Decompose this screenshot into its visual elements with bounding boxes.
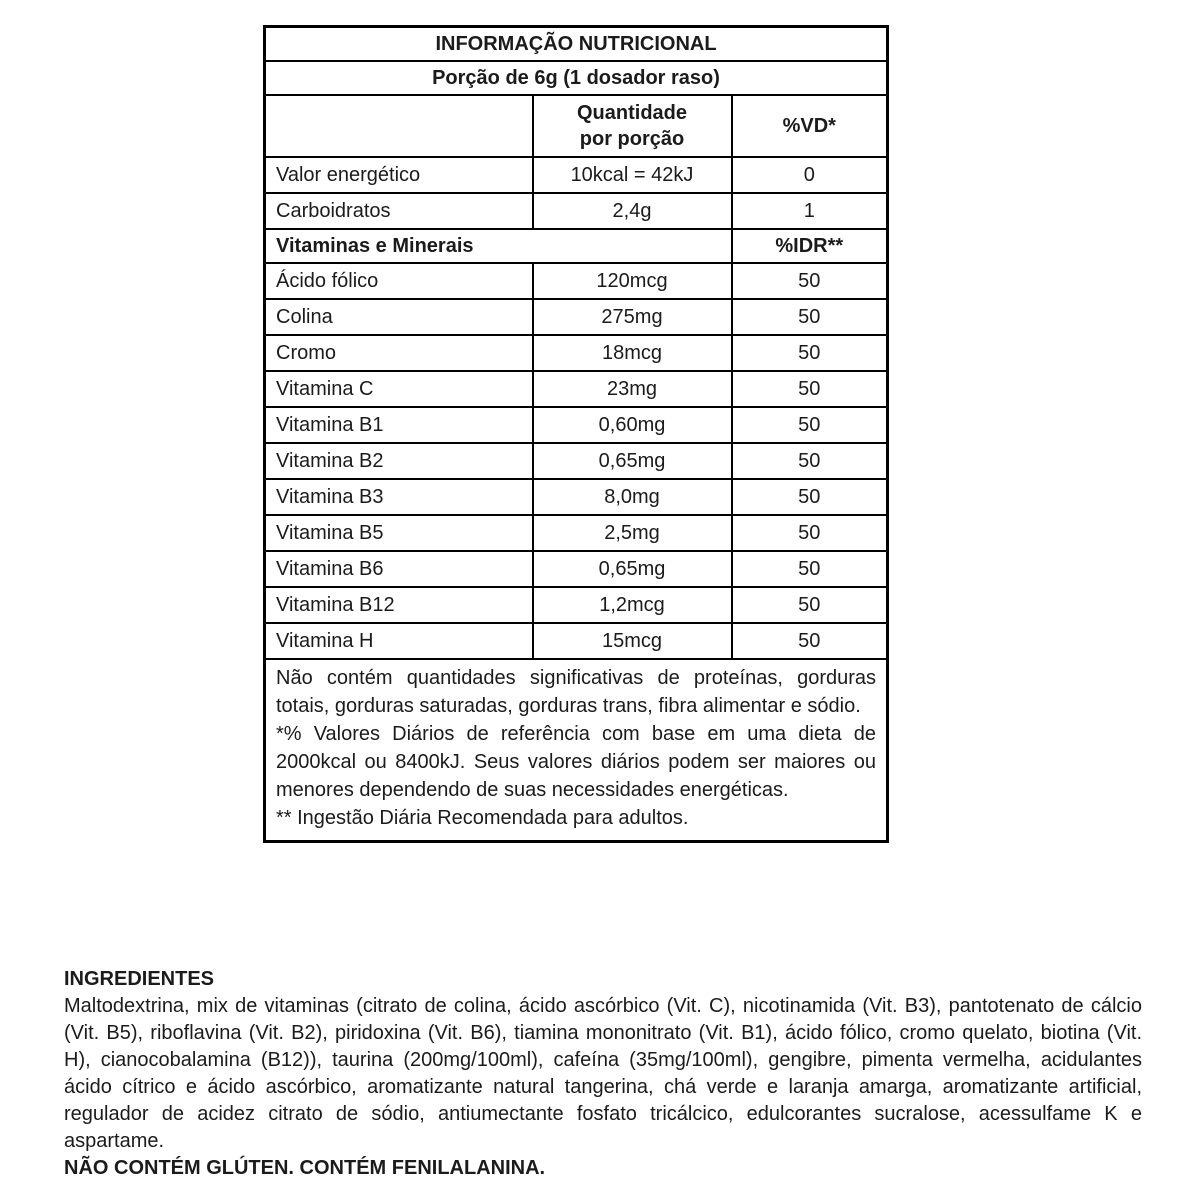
nutrient-label: Vitamina B6	[265, 551, 533, 587]
nutrient-label: Vitamina H	[265, 623, 533, 659]
vitamins-section-header-row	[265, 229, 888, 263]
footnotes-row	[265, 659, 888, 842]
nutrient-amount: 0,65mg	[533, 551, 732, 587]
nutrient-amount: 10kcal = 42kJ	[533, 157, 732, 193]
nutrient-amount: 8,0mg	[533, 479, 732, 515]
ingredients-heading: INGREDIENTES	[64, 968, 215, 990]
nutrient-amount: 120mcg	[533, 263, 732, 299]
nutrient-amount: 2,5mg	[533, 515, 732, 551]
nutrient-amount: 0,65mg	[533, 443, 732, 479]
allergen-statement: NÃO CONTÉM GLÚTEN. CONTÉM FENILALANINA.	[64, 1157, 546, 1179]
nutrient-dv: 50	[732, 623, 888, 659]
serving-size: Porção de 6g (1 dosador raso)	[265, 61, 888, 95]
nutrient-amount: 2,4g	[533, 193, 732, 229]
table-row	[265, 193, 888, 229]
nutrient-label: Vitamina B2	[265, 443, 533, 479]
idr-column-header: %IDR**	[732, 229, 888, 263]
amount-header-line1: Quantidade	[576, 102, 687, 124]
table-row	[265, 623, 888, 659]
table-row	[265, 157, 888, 193]
nutrient-label: Ácido fólico	[265, 263, 533, 299]
table-row	[265, 479, 888, 515]
nutrient-dv: 50	[732, 263, 888, 299]
nutrient-amount: 18mcg	[533, 335, 732, 371]
nutrient-label: Cromo	[265, 335, 533, 371]
nutrient-label: Vitamina B1	[265, 407, 533, 443]
footnotes-cell	[265, 659, 888, 842]
nutrient-dv: 50	[732, 551, 888, 587]
nutrient-dv: 50	[732, 479, 888, 515]
table-row	[265, 551, 888, 587]
nutrient-amount: 23mg	[533, 371, 732, 407]
nutrient-dv: 50	[732, 587, 888, 623]
ingredients-section	[64, 966, 1142, 1182]
table-row	[265, 263, 888, 299]
nutrition-facts-table	[263, 25, 889, 843]
nutrient-label: Vitamina B12	[265, 587, 533, 623]
footnote-daily-values: *% Valores Diários de referência com base em uma dieta de 2000kcal ou 8400kJ. Seus valores diários podem ser maiores ou menores dependendo de suas necessidades energéticas.	[276, 723, 877, 801]
amount-header-line2: por porção	[579, 128, 685, 150]
table-row	[265, 299, 888, 335]
nutrient-label: Vitamina C	[265, 371, 533, 407]
footnote-no-significant-amounts: Não contém quantidades significativas de proteínas, gorduras totais, gorduras saturadas, gorduras trans, fibra alimentar e sódio.	[276, 667, 877, 717]
ingredients-text: Maltodextrina, mix de vitaminas (citrato de colina, ácido ascórbico (Vit. C), nicotinamida (Vit. B3), pantotenato de cálcio (Vit. B5), riboflavina (Vit. B2), piridoxina (Vit. B6), tiamina mononitrato (Vit. B1), ácido fólico, cromo quelato, biotina (Vit. H), cianocobalamina (B12)), taurina (200mg/100ml), cafeína (35mg/100ml), gengibre, pimenta vermelha, acidulantes ácido cítrico e ácido ascórbico, aromatizante natural tangerina, chá verde e laranja amarga, aromatizante artificial, regulador de acidez citrato de sódio, antiumectante fosfato tricálcico, edulcorantes sucralose, acessulfame K e aspartame.	[64, 995, 1142, 1152]
serving-row	[265, 61, 888, 95]
table-row	[265, 335, 888, 371]
table-title-row	[265, 27, 888, 62]
nutrient-label: Valor energético	[265, 157, 533, 193]
table-row	[265, 371, 888, 407]
table-row	[265, 407, 888, 443]
vitamins-section-title: Vitaminas e Minerais	[265, 229, 732, 263]
nutrient-amount: 15mcg	[533, 623, 732, 659]
table-row	[265, 515, 888, 551]
table-row	[265, 587, 888, 623]
nutrient-amount: 0,60mg	[533, 407, 732, 443]
nutrient-label: Vitamina B3	[265, 479, 533, 515]
nutrient-dv: 50	[732, 335, 888, 371]
table-row	[265, 443, 888, 479]
nutrient-dv: 50	[732, 407, 888, 443]
dv-column-header: %VD*	[732, 95, 888, 157]
footnote-idr: ** Ingestão Diária Recomendada para adultos.	[276, 807, 689, 829]
table-title: INFORMAÇÃO NUTRICIONAL	[265, 27, 888, 62]
nutrient-dv: 50	[732, 443, 888, 479]
nutrient-dv: 50	[732, 515, 888, 551]
nutrient-label: Carboidratos	[265, 193, 533, 229]
empty-header-cell	[265, 95, 533, 157]
nutrient-dv: 1	[732, 193, 888, 229]
nutrient-dv: 0	[732, 157, 888, 193]
amount-column-header	[533, 95, 732, 157]
nutrient-amount: 275mg	[533, 299, 732, 335]
nutrient-label: Colina	[265, 299, 533, 335]
nutrient-amount: 1,2mcg	[533, 587, 732, 623]
nutrient-label: Vitamina B5	[265, 515, 533, 551]
nutrient-dv: 50	[732, 371, 888, 407]
column-header-row	[265, 95, 888, 157]
nutrient-dv: 50	[732, 299, 888, 335]
